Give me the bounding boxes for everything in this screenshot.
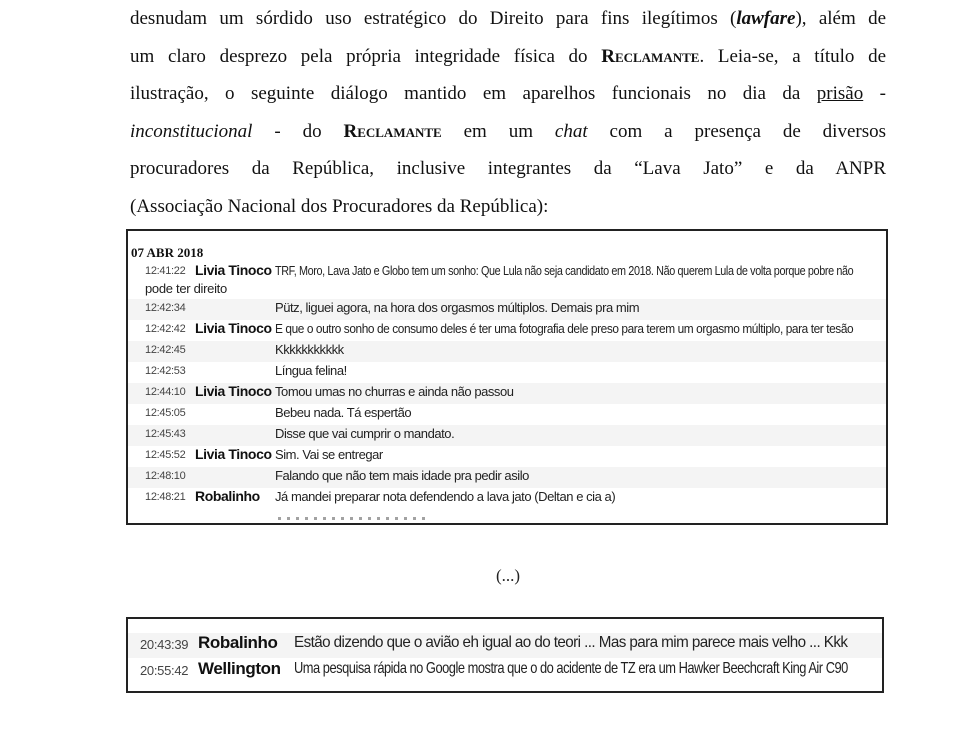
omission-ellipsis: (...) <box>495 566 521 585</box>
chat-message-row <box>128 633 882 658</box>
chat-message-row <box>128 425 886 446</box>
chat-message-row <box>128 299 886 320</box>
chat-message-row <box>128 404 886 425</box>
message-timestamp: 20:55:42 <box>140 663 189 678</box>
message-text: E que o outro sonho de consumo deles é ter uma fotografia dele preso para terem um orgasmo múltiplo, para ter tesão <box>275 321 854 336</box>
message-timestamp: 12:41:22 <box>145 265 186 277</box>
body-paragraph <box>130 0 886 226</box>
cut-off-text-fragment <box>278 517 428 520</box>
text-run: (Associação Nacional dos Procuradores da República): <box>130 195 549 217</box>
text-run: . Leia-se, a título de <box>699 45 887 67</box>
text-run: procuradores da República, inclusive integrantes da “Lava Jato” e da ANPR <box>130 158 886 180</box>
text-run: - <box>863 83 886 105</box>
chat-message-row <box>128 262 886 299</box>
text-run: desnudam um sórdido uso estratégico do Direito para fins ilegítimos ( <box>130 8 737 29</box>
message-sender: Robalinho <box>198 633 278 652</box>
chat-message-row <box>128 362 886 383</box>
message-sender: Robalinho <box>195 488 260 504</box>
chat-message-row <box>128 659 882 684</box>
message-timestamp: 12:48:10 <box>145 470 186 482</box>
text-run: um claro desprezo pela própria integridade física do <box>130 45 602 67</box>
underlined-term: prisão <box>816 83 864 105</box>
chat-date: 07 ABR 2018 <box>131 245 204 260</box>
message-sender: Livia Tinoco <box>195 446 272 462</box>
emphasis-term: lawfare <box>736 8 796 29</box>
message-timestamp: 12:45:05 <box>145 407 186 419</box>
paragraph-line <box>130 75 886 113</box>
message-sender: Livia Tinoco <box>195 262 272 278</box>
message-sender: Livia Tinoco <box>195 320 272 336</box>
chat-message-row <box>128 341 886 362</box>
message-timestamp: 12:42:53 <box>145 365 186 377</box>
text-run: - do <box>252 120 344 142</box>
message-timestamp: 12:42:34 <box>145 302 186 314</box>
message-text: Kkkkkkkkkkk <box>275 342 344 357</box>
chat-excerpt-2 <box>126 617 884 693</box>
message-text: Estão dizendo que o avião eh igual ao do teori ... Mas para mim parece mais velho ... Kkk <box>294 634 848 651</box>
message-timestamp: 12:42:42 <box>145 323 186 335</box>
message-sender: Livia Tinoco <box>195 383 272 399</box>
message-text-continuation: pode ter direito <box>145 281 227 296</box>
text-run: ), além de <box>795 8 887 29</box>
message-timestamp: 12:48:21 <box>145 491 186 503</box>
message-text: Língua felina! <box>275 363 347 378</box>
italic-term: inconstitucional <box>130 120 253 142</box>
party-name: Reclamante <box>343 120 442 142</box>
chat-message-row <box>128 320 886 341</box>
message-text: Disse que vai cumprir o mandato. <box>275 426 455 441</box>
message-text: Sim. Vai se entregar <box>275 447 383 462</box>
message-timestamp: 12:44:10 <box>145 386 186 398</box>
message-sender: Wellington <box>198 659 281 678</box>
paragraph-line <box>130 113 886 151</box>
message-text: Falando que não tem mais idade pra pedir asilo <box>275 468 529 483</box>
message-text: Bebeu nada. Tá espertão <box>275 405 412 420</box>
party-name: Reclamante <box>601 45 700 67</box>
chat-excerpt-1 <box>126 229 888 525</box>
message-text: Já mandei preparar nota defendendo a lava jato (Deltan e cia a) <box>275 489 616 504</box>
paragraph-line <box>130 188 886 226</box>
paragraph-line <box>130 0 886 38</box>
chat-message-row <box>128 446 886 467</box>
paragraph-line <box>130 150 886 188</box>
message-text: TRF, Moro, Lava Jato e Globo tem um sonho: Que Lula não seja candidato em 2018. Não querem Lula de volta porque pobre não <box>275 263 854 278</box>
chat-message-row <box>128 467 886 488</box>
chat-message-row <box>128 488 886 509</box>
text-run: com a presença de diversos <box>587 120 887 142</box>
paragraph-line <box>130 38 886 76</box>
message-text: Uma pesquisa rápida no Google mostra que o do acidente de TZ era um Hawker Beechcraft King Air C90 <box>294 660 848 677</box>
message-timestamp: 12:45:52 <box>145 449 186 461</box>
message-text: Pütz, liguei agora, na hora dos orgasmos múltiplos. Demais pra mim <box>275 300 640 315</box>
message-timestamp: 12:42:45 <box>145 344 186 356</box>
text-run: em um <box>441 120 555 142</box>
text-run: ilustração, o seguinte diálogo mantido em aparelhos funcionais no dia da <box>130 83 817 105</box>
message-timestamp: 20:43:39 <box>140 637 189 652</box>
chat-message-row <box>128 383 886 404</box>
message-text: Tomou umas no churras e ainda não passou <box>275 384 514 399</box>
message-timestamp: 12:45:43 <box>145 428 186 440</box>
italic-term: chat <box>554 120 588 142</box>
